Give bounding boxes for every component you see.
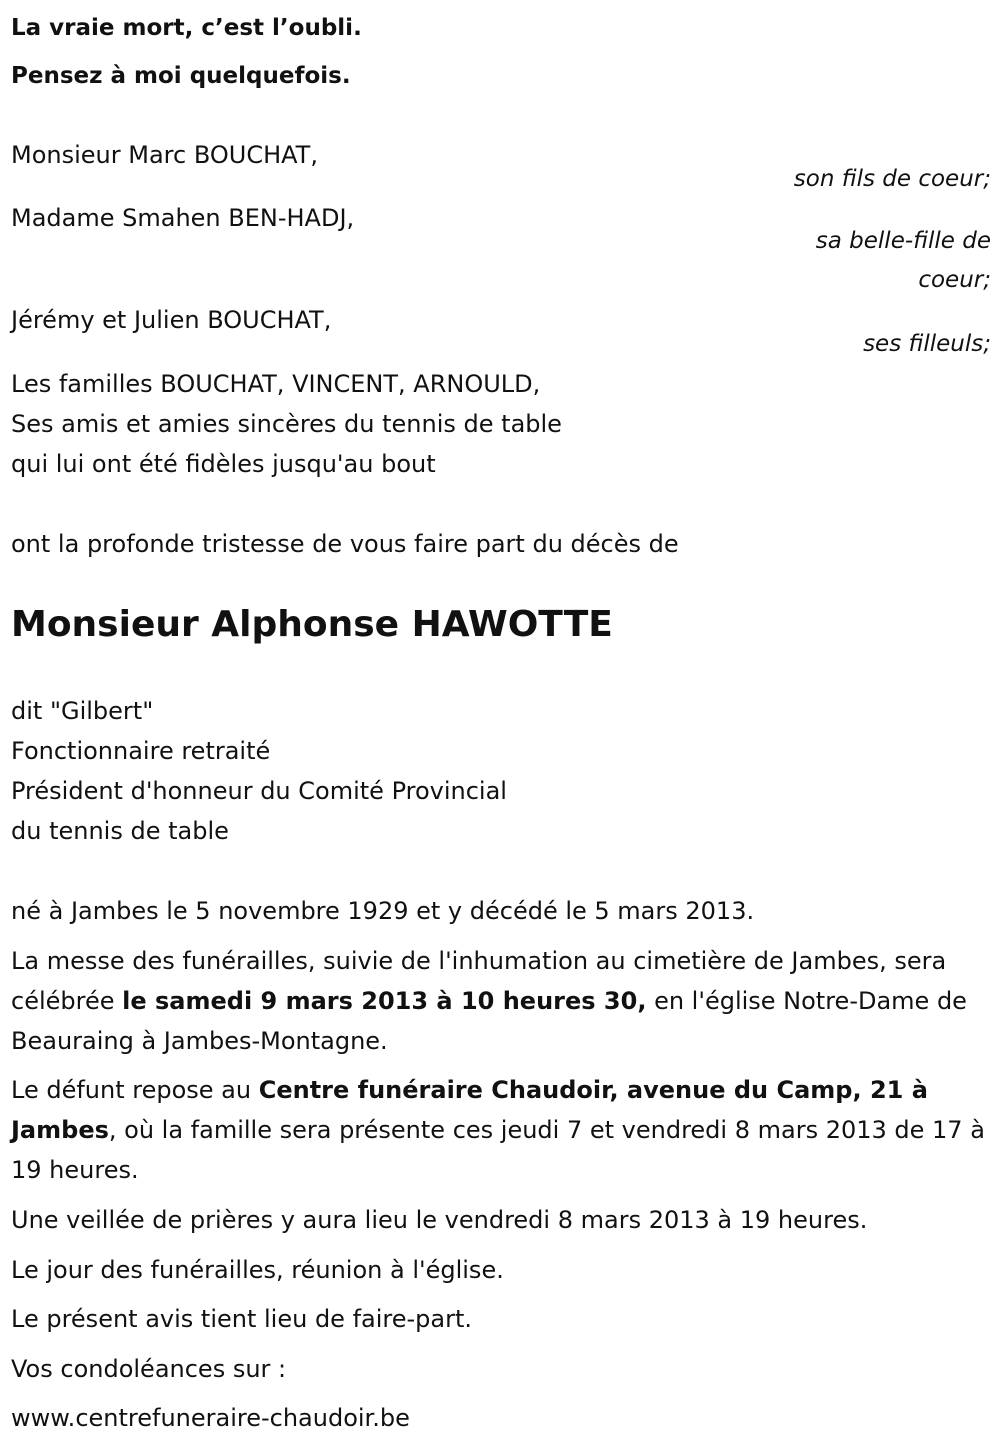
rest-text-before: Le défunt repose au [11, 1076, 259, 1104]
website-link[interactable]: www.centrefuneraire-chaudoir.be [11, 1404, 410, 1432]
others-line-3: qui lui ont été fidèles jusqu'au bout [11, 450, 436, 478]
deceased-title: Président d'honneur du Comité Provincial [11, 777, 507, 805]
rest-text-after: , où la famille sera présente ces jeudi 7 et vendredi 8 mars 2013 de 17 à 19 heures. [11, 1116, 985, 1184]
family-role-1: son fils de coeur; [793, 166, 991, 192]
condolences-label: Vos condoléances sur : [11, 1355, 287, 1383]
deceased-nickname: dit "Gilbert" [11, 697, 154, 725]
rest-location-bold: Centre funéraire Chaudoir, avenue du Camp, 21 à Jambes [11, 1076, 928, 1144]
deceased-title-cont: du tennis de table [11, 817, 229, 845]
mass-paragraph [11, 941, 986, 1061]
family-name-2: Madame Smahen BEN-HADJ, [11, 204, 355, 232]
family-role-2: sa belle-fille de coeur; [815, 228, 991, 293]
notice-text: Le présent avis tient lieu de faire-part. [11, 1305, 473, 1333]
family-name-1: Monsieur Marc BOUCHAT, [11, 141, 318, 169]
mass-text-before: La messe des funérailles, suivie de l'inhumation au cimetière de Jambes, sera célébrée [11, 947, 947, 1015]
others-line-1: Les familles BOUCHAT, VINCENT, ARNOULD, [11, 370, 541, 398]
meeting-text: Le jour des funérailles, réunion à l'église. [11, 1256, 504, 1284]
others-line-2: Ses amis et amies sincères du tennis de table [11, 410, 562, 438]
vigil-text: Une veillée de prières y aura lieu le vendredi 8 mars 2013 à 19 heures. [11, 1206, 868, 1234]
quote-line-2: Pensez à moi quelquefois. [11, 63, 351, 89]
mass-date-bold: le samedi 9 mars 2013 à 10 heures 30, [122, 987, 647, 1015]
deceased-profession: Fonctionnaire retraité [11, 737, 271, 765]
mass-text-after: en l'église Notre-Dame de Beauraing à Jambes-Montagne. [11, 987, 967, 1055]
obituary-notice [11, 0, 991, 1449]
family-name-3: Jérémy et Julien BOUCHAT, [11, 306, 332, 334]
announcement-text: ont la profonde tristesse de vous faire part du décès de [11, 530, 679, 558]
deceased-name: Monsieur Alphonse HAWOTTE [11, 604, 613, 645]
family-role-3: ses filleuls; [863, 331, 991, 357]
birth-death-text: né à Jambes le 5 novembre 1929 et y décédé le 5 mars 2013. [11, 897, 755, 925]
quote-line-1: La vraie mort, c’est l’oubli. [11, 15, 362, 41]
rest-paragraph [11, 1070, 986, 1190]
